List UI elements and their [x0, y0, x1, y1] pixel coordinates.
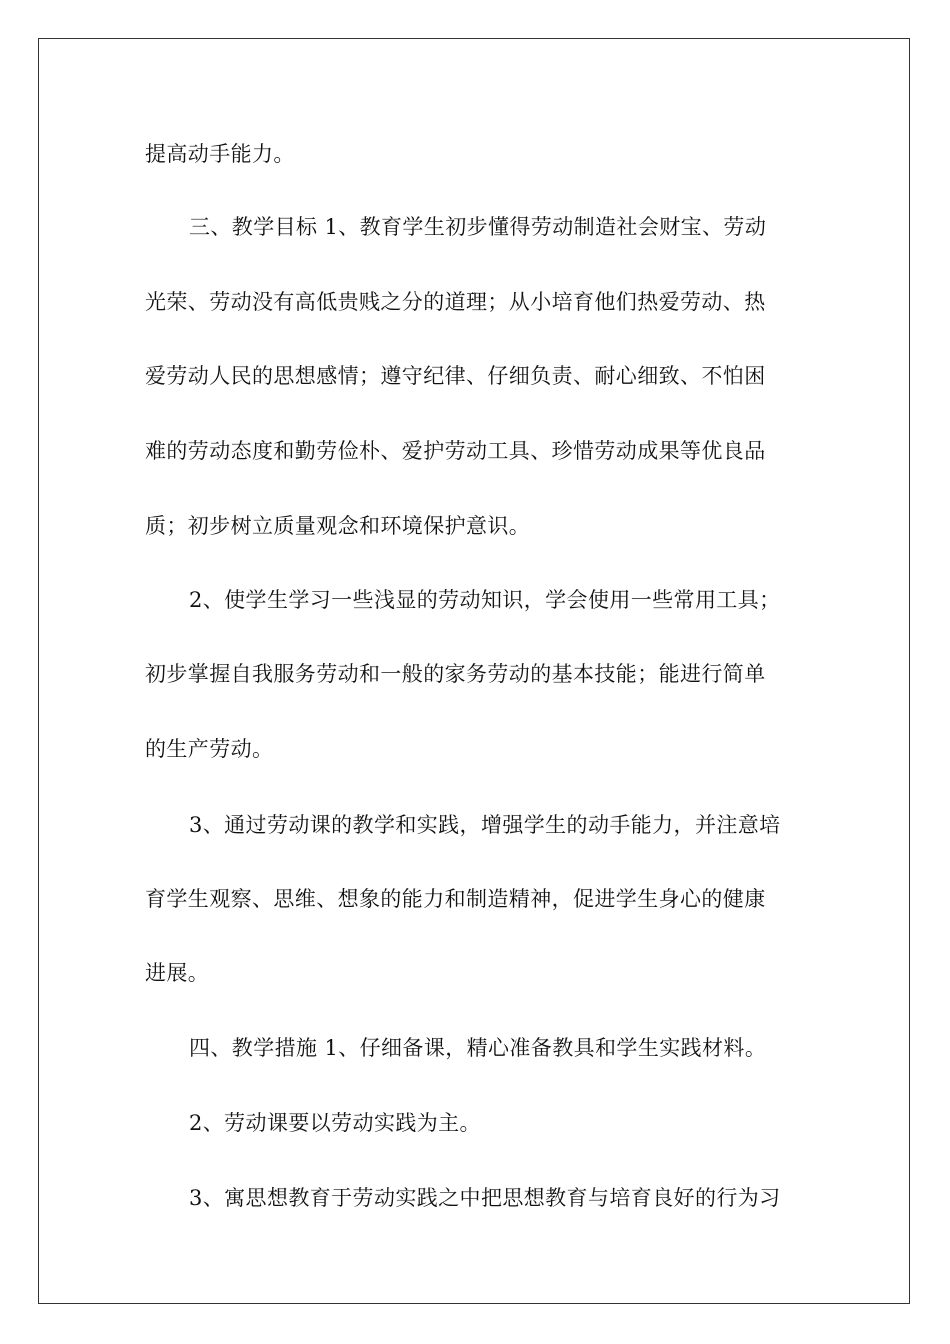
paragraph-line: 难的劳动态度和勤劳俭朴、爱护劳动工具、珍惜劳动成果等优良品: [145, 439, 766, 463]
paragraph-line: 育学生观察、思维、想象的能力和制造精神，促进学生身心的健康: [145, 887, 766, 911]
paragraph-line: 3、寓思想教育于劳动实践之中把思想教育与培育良好的行为习: [189, 1186, 781, 1210]
paragraph-line: 光荣、劳动没有高低贵贱之分的道理；从小培育他们热爱劳动、热: [145, 290, 766, 314]
paragraph-line: 3、通过劳动课的教学和实践，增强学生的动手能力，并注意培: [189, 813, 781, 837]
paragraph-line: 的生产劳动。: [145, 737, 274, 761]
paragraph-line: 爱劳动人民的思想感情；遵守纪律、仔细负责、耐心细致、不怕困: [145, 364, 766, 388]
paragraph-line: 2、使学生学习一些浅显的劳动知识，学会使用一些常用工具；: [189, 588, 781, 612]
paragraph-line: 初步掌握自我服务劳动和一般的家务劳动的基本技能；能进行简单: [145, 662, 766, 686]
section-heading-teaching-measures: 四、教学措施 1、仔细备课，精心准备教具和学生实践材料。: [189, 1036, 767, 1060]
section-heading-teaching-goals: 三、教学目标 1、教育学生初步懂得劳动制造社会财宝、劳动: [189, 215, 767, 239]
paragraph-line: 2、劳动课要以劳动实践为主。: [189, 1111, 481, 1135]
paragraph-line: 提高动手能力。: [145, 142, 295, 166]
paragraph-line: 进展。: [145, 961, 210, 985]
paragraph-line: 质；初步树立质量观念和环境保护意识。: [145, 514, 531, 538]
